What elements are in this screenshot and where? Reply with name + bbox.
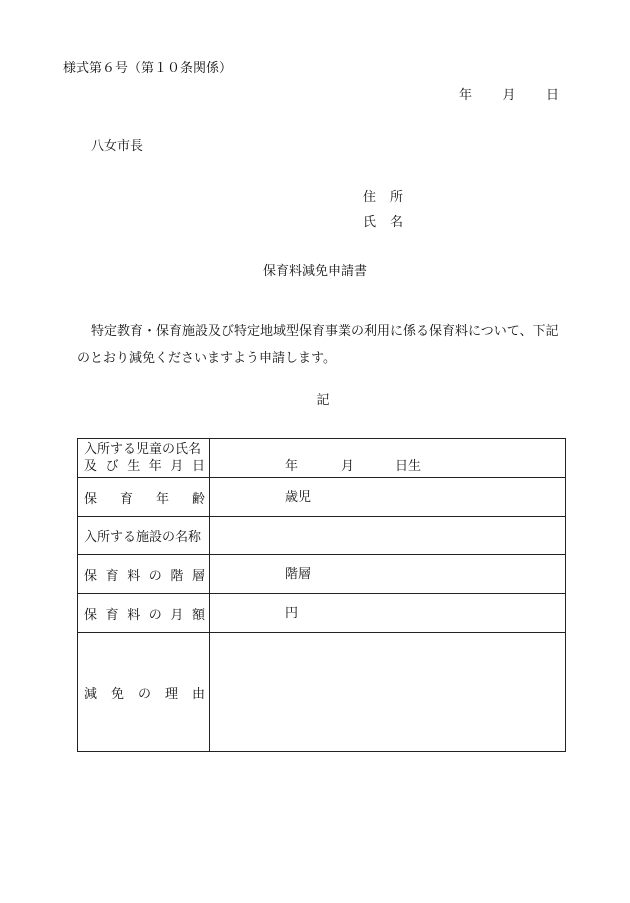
age-char: 保 (84, 491, 98, 507)
table-row-facility (78, 517, 566, 555)
monthly-fee-char: 額 (191, 607, 205, 623)
birthdate-char: び (105, 459, 119, 474)
form-number: 様式第６号（第１０条関係） (63, 61, 233, 76)
date-line (459, 89, 559, 102)
label-cell-facility (78, 517, 210, 555)
monthly-fee-char: の (148, 607, 162, 623)
facility-label: 入所する施設の名称 (84, 530, 202, 545)
fee-tier-char: の (148, 568, 162, 584)
ki-heading: 記 (316, 393, 330, 408)
label-cell-reason (78, 633, 210, 752)
table-row-fee-tier (78, 555, 566, 594)
value-cell-monthly-fee[interactable] (210, 594, 566, 633)
reason-char: 減 (84, 686, 98, 702)
addressee: 八女市長 (91, 139, 144, 154)
reason-label (78, 683, 209, 702)
birthdate-char: 生 (127, 459, 141, 474)
age-unit: 歳児 (285, 490, 312, 505)
monthly-fee-char: 月 (170, 607, 184, 623)
age-char: 年 (155, 491, 169, 507)
address-label (363, 191, 403, 204)
label-cell-fee-tier (78, 555, 210, 594)
address-char-1: 住 (363, 190, 377, 205)
fee-tier-char: 保 (84, 568, 98, 584)
name-label (363, 216, 403, 229)
fee-tier-char: 料 (127, 568, 141, 584)
age-char: 育 (119, 491, 133, 507)
value-cell-facility[interactable] (210, 517, 566, 555)
age-label (78, 488, 209, 507)
month-label: 月 (502, 88, 516, 103)
reason-char: 免 (110, 686, 124, 702)
label-cell-age (78, 478, 210, 517)
birthdate-char: 年 (148, 459, 162, 474)
birth-year-label: 年 (285, 459, 299, 474)
application-table (77, 438, 566, 752)
reason-char: の (137, 686, 151, 702)
monthly-fee-label (78, 604, 209, 623)
age-char: 齢 (191, 491, 205, 507)
birthdate-char: 月 (170, 459, 184, 474)
monthly-fee-unit: 円 (285, 606, 299, 621)
birth-month-label: 月 (341, 459, 355, 474)
document-title: 保育料減免申請書 (262, 264, 367, 279)
birthdate-char: 日 (191, 459, 205, 474)
table-row-age (78, 478, 566, 517)
fee-tier-unit: 階層 (285, 567, 312, 582)
birthdate-char: 及 (84, 459, 98, 474)
table-row-monthly-fee (78, 594, 566, 633)
label-cell-monthly-fee (78, 594, 210, 633)
fee-tier-char: 階 (170, 568, 184, 584)
birthdate-label (84, 458, 205, 475)
child-name-label: 入所する児童の氏名 (84, 442, 202, 457)
value-cell-reason[interactable] (210, 633, 566, 752)
address-char-2: 所 (390, 190, 404, 205)
table-row-child-name (78, 439, 566, 478)
fee-tier-char: 育 (105, 568, 119, 584)
label-cell-child-name (78, 439, 210, 478)
table-row-reason (78, 633, 566, 752)
fee-tier-char: 層 (191, 568, 205, 584)
body-paragraph: 特定教育・保育施設及び特定地域型保育事業の利用に係る保育料について、下記のとおり減免くださいますよう申請します。 (77, 324, 559, 366)
reason-char: 理 (164, 686, 178, 702)
value-cell-child-name[interactable] (210, 439, 566, 478)
name-char-1: 氏 (363, 215, 377, 230)
birth-day-label: 日生 (395, 459, 422, 474)
monthly-fee-char: 保 (84, 607, 98, 623)
value-cell-fee-tier[interactable] (210, 555, 566, 594)
year-label: 年 (459, 88, 473, 103)
fee-tier-label (78, 565, 209, 584)
day-label: 日 (545, 88, 559, 103)
monthly-fee-char: 料 (127, 607, 141, 623)
name-char-2: 名 (390, 215, 404, 230)
monthly-fee-char: 育 (105, 607, 119, 623)
reason-char: 由 (191, 686, 205, 702)
value-cell-age[interactable] (210, 478, 566, 517)
